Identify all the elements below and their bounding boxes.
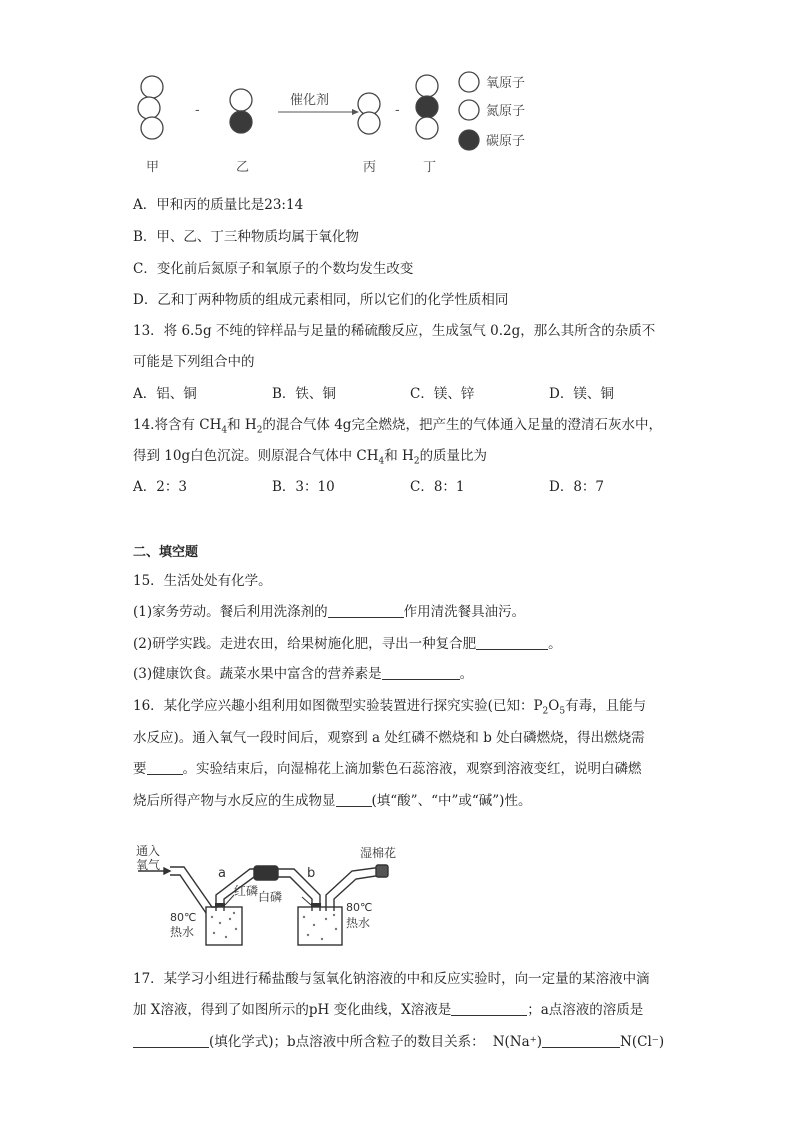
- q14-option-b: B．3：10: [272, 479, 335, 495]
- q15-text: 。: [459, 666, 474, 682]
- q16-line-2: 水反应)。通入氧气一段时间后，观察到 a 处红磷不燃烧和 b 处白磷燃烧，得出燃烧需: [133, 730, 645, 746]
- q16-line-1: [133, 694, 646, 717]
- svg-text:-: -: [395, 103, 400, 118]
- answer-blank[interactable]: [328, 603, 404, 618]
- legend-carbon-label: 碳原子: [486, 134, 526, 149]
- water-label-a: 热水: [170, 925, 195, 939]
- temp-label-b: 80℃: [346, 901, 373, 914]
- q16-text: 。实验结束后，向湿棉花上滴加紫色石蕊溶液，观察到溶液变红，说明白磷燃: [182, 761, 642, 777]
- q14-subscript: 2: [256, 425, 263, 436]
- inlet-label-1: 通入: [136, 844, 161, 858]
- label-bing: 丙: [363, 160, 377, 175]
- q13-option-c: C．镁、锌: [410, 386, 475, 402]
- legend-oxygen-label: 氧原子: [486, 76, 526, 91]
- q15-text: (1)家务劳动。餐后利用洗涤剂的: [133, 604, 328, 620]
- q13-option-d: D．镁、铜: [549, 386, 614, 402]
- q16-text: 16．某化学应兴趣小组利用如图微型实验装置进行探究实验(已知：P: [133, 698, 543, 714]
- label-a: a: [218, 866, 226, 881]
- beaker-b: [298, 907, 342, 945]
- molecule-yi-atom-1: [230, 89, 252, 111]
- white-phosphorus-label: 白磷: [258, 890, 283, 904]
- q14-text: 14.将含有 CH: [133, 417, 222, 433]
- q17-text: (填化学式)；b点溶液中所含粒子的数目关系：: [209, 1034, 485, 1050]
- q16-subscript: 5: [559, 706, 566, 717]
- q15-part-2: [133, 632, 562, 652]
- q17-line-3: [133, 1030, 664, 1050]
- molecule-bing-atom-2: [358, 112, 380, 134]
- q14-option-d: D．8：7: [549, 479, 605, 495]
- reaction-diagram: [130, 70, 560, 185]
- molecule-jia-atom-1: [141, 76, 163, 98]
- q12-option-a: A．甲和丙的质量比是23:14: [133, 197, 304, 213]
- q12-option-c: C．变化前后氮原子和氧原子的个数均发生改变: [133, 261, 414, 277]
- cotton-label: 湿棉花: [360, 846, 397, 860]
- catalyst-label: 催化剂: [290, 93, 330, 108]
- q15-text: (2)研学实践。走进农田，给果树施化肥，寻出一种复合肥: [133, 636, 477, 652]
- q16-text: 烧后所得产物与水反应的生成物显: [133, 793, 336, 809]
- q14-text: 的混合气体 4g完全燃烧，把产生的气体通入足量的澄清石灰水中，: [262, 417, 662, 433]
- q17-text: ；a点溶液的溶质是: [527, 1002, 644, 1018]
- label-jia: 甲: [146, 160, 160, 175]
- q16-text: 有毒，且能与: [565, 698, 647, 714]
- q16-text: 要: [133, 761, 147, 777]
- molecule-ding-atom-2: [416, 96, 438, 118]
- q14-subscript: 4: [221, 425, 228, 436]
- q16-subscript: 2: [542, 706, 549, 717]
- q14-line-2: [133, 444, 487, 467]
- molecule-jia-atom-3: [141, 117, 163, 139]
- answer-blank[interactable]: [382, 665, 460, 680]
- inlet-label-2: 氧气: [136, 858, 161, 872]
- q17-line-2: [133, 998, 643, 1018]
- q15-part-1: [133, 600, 525, 620]
- q13-option-b: B．铁、铜: [272, 386, 336, 402]
- q16-text: O: [548, 698, 560, 714]
- legend-nitrogen-label: 氮原子: [486, 104, 526, 119]
- answer-blank[interactable]: [133, 1033, 209, 1048]
- q17-line-1: 17．某学习小组进行稀盐酸与氢氧化钠溶液的中和反应实验时，向一定量的某溶液中滴: [133, 971, 650, 987]
- q14-option-a: A．2：3: [133, 479, 187, 495]
- section-title-fill-in: 二、填空题: [133, 545, 199, 560]
- label-ding: 丁: [423, 160, 437, 175]
- molecule-ding-atom-1: [416, 75, 438, 97]
- q16-line-3: [133, 757, 642, 777]
- legend-oxygen-symbol: [459, 72, 479, 92]
- answer-blank[interactable]: [147, 760, 183, 775]
- apparatus-diagram: [130, 835, 410, 947]
- q14-text: 得到 10g白色沉淀。则原混合气体中 CH: [133, 448, 379, 464]
- q16-line-4: [133, 789, 531, 809]
- label-yi: 乙: [236, 160, 250, 175]
- na-count: N(Na⁺): [492, 1034, 543, 1050]
- q14-subscript: 4: [378, 456, 385, 467]
- q17-text: 加 X溶液，得到了如图所示的pH 变化曲线，X溶液是: [133, 1002, 452, 1018]
- temp-label-a: 80℃: [170, 911, 197, 924]
- molecule-yi-atom-2: [230, 111, 252, 133]
- water-label-b: 热水: [346, 916, 371, 930]
- label-b: b: [307, 866, 316, 881]
- red-phosphorus-mark: [215, 903, 225, 907]
- q14-subscript: 2: [413, 456, 420, 467]
- q15-part-3: [133, 662, 473, 682]
- q14-line-1: [133, 413, 662, 436]
- white-phosphorus-mark: [311, 903, 321, 907]
- answer-blank[interactable]: [336, 792, 372, 807]
- q13-option-a: A．铝、铜: [133, 386, 197, 402]
- molecule-jia-atom-2: [138, 97, 160, 119]
- q16-text: (填“酸”、“中”或“碱”)性。: [371, 793, 532, 809]
- molecule-ding-atom-3: [416, 117, 438, 139]
- q14-text: 的质量比为: [419, 448, 488, 464]
- q15-text: (3)健康饮食。蔬菜水果中富含的营养素是: [133, 666, 382, 682]
- q13-line-1: 13．将 6.5g 不纯的锌样品与足量的稀硫酸反应，生成氢气 0.2g，那么其所含的杂质不: [133, 323, 656, 339]
- answer-blank[interactable]: [451, 1001, 527, 1016]
- q13-line-2: 可能是下列组合中的: [133, 354, 255, 370]
- q12-option-b: B．甲、乙、丁三种物质均属于氧化物: [133, 229, 359, 245]
- legend-nitrogen-symbol: [459, 100, 479, 120]
- beaker-a: [206, 907, 242, 945]
- red-phosphorus-label: 红磷: [234, 884, 259, 898]
- svg-text:-: -: [195, 103, 200, 118]
- answer-blank[interactable]: [542, 1033, 620, 1048]
- q15-text: 。: [548, 636, 562, 652]
- cl-count: N(Cl⁻): [620, 1034, 665, 1050]
- answer-blank[interactable]: [476, 635, 548, 650]
- q15-stem: 15．生活处处有化学。: [133, 573, 272, 589]
- q14-text: 和 H: [227, 417, 257, 433]
- q15-text: 作用清洗餐具油污。: [403, 604, 526, 620]
- legend-carbon-symbol: [459, 130, 479, 150]
- q14-text: 和 H: [384, 448, 414, 464]
- q12-option-d: D．乙和丁两种物质的组成元素相同，所以它们的化学性质相同: [133, 292, 509, 308]
- q14-option-c: C．8：1: [410, 479, 465, 495]
